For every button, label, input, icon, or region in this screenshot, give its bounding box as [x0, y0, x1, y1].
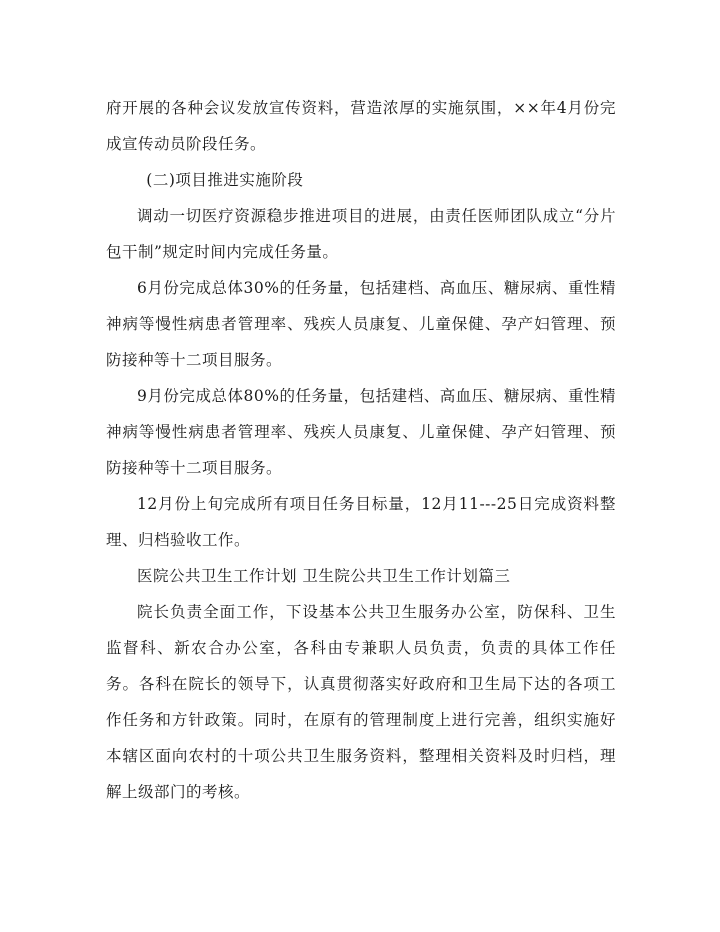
paragraph-mobilize-resources: 调动一切医疗资源稳步推进项目的进展，由责任医师团队成立“分片包干制”规定时间内完成任务量。 [106, 207, 616, 261]
paragraph-december-progress: 12月份上旬完成所有项目任务目标量，12月11---25日完成资料整理、归档验收工作。 [106, 495, 616, 549]
section-heading-implementation-stage: (二)项目推进实施阶段 [146, 171, 304, 189]
paragraph-organization: 院长负责全面工作，下设基本公共卫生服务办公室，防保科、卫生监督科、新农合办公室，各科由专兼职人员负责，负责的具体工作任务。各科在院长的领导下，认真贯彻落实好政府和卫生局下达的各项工作任务和方针政策。同时，在原有的管理制度上进行完善，组织实施好本辖区面向农村的十项公共卫生服务资料，整理相关资料及时归档，理解上级部门的考核。 [106, 603, 616, 801]
paragraph-continuation: 府开展的各种会议发放宣传资料，营造浓厚的实施氛围，××年4月份完成宣传动员阶段任务。 [106, 99, 616, 153]
paragraph-june-progress: 6月份完成总体30%的任务量，包括建档、高血压、糖尿病、重性精神病等慢性病患者管理率、残疾人员康复、儿童保健、孕产妇管理、预防接种等十二项目服务。 [106, 279, 616, 369]
paragraph-september-progress: 9月份完成总体80%的任务量，包括建档、高血压、糖尿病、重性精神病等慢性病患者管理率、残疾人员康复、儿童保健、孕产妇管理、预防接种等十二项目服务。 [106, 387, 616, 477]
section-heading-part-three: 医院公共卫生工作计划 卫生院公共卫生工作计划篇三 [137, 567, 511, 585]
document-body [106, 90, 616, 810]
